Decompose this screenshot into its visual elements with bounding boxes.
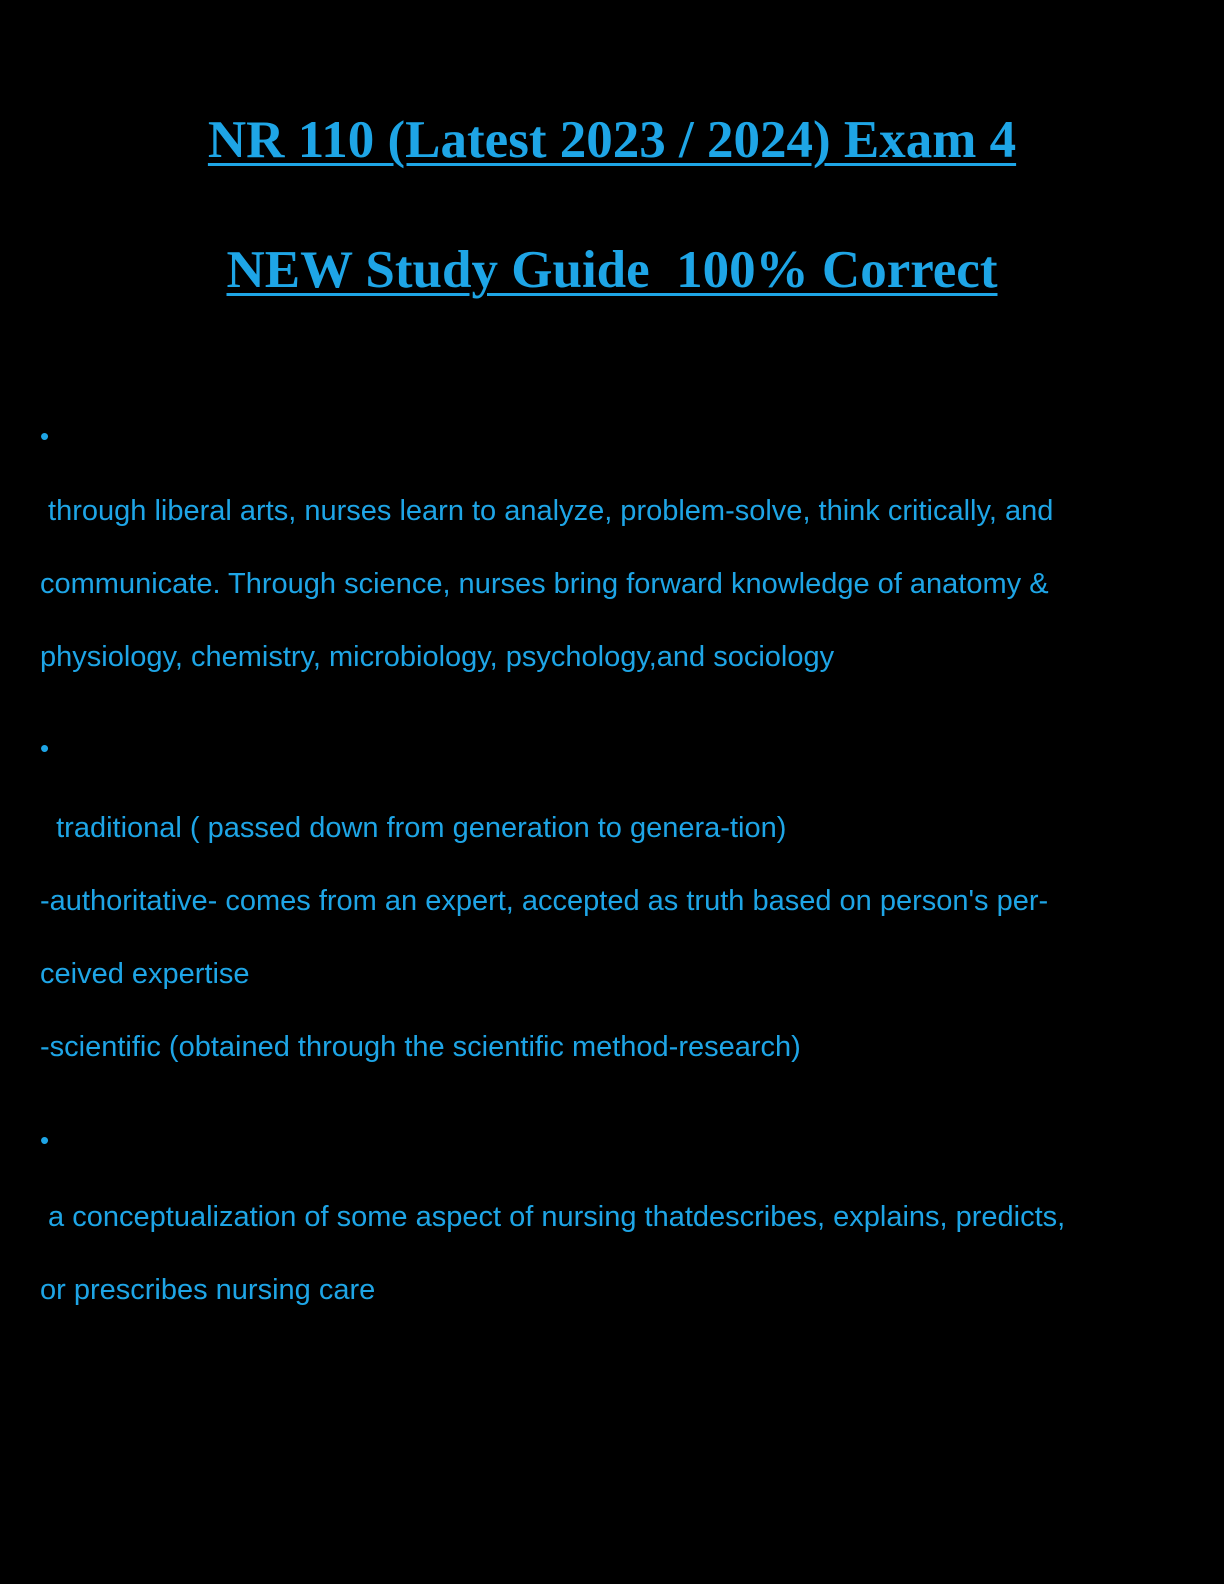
section-2-line-4: -scientific (obtained through the scientific method-research)	[40, 1031, 801, 1063]
section-2-line-1: traditional ( passed down from generation to genera-tion)	[40, 812, 787, 844]
bullet-icon: •	[40, 421, 50, 451]
section-2-line-2: -authoritative- comes from an expert, accepted as truth based on person's per-	[40, 885, 1049, 917]
bullet-icon: •	[40, 733, 50, 763]
bullet-icon: •	[40, 1125, 50, 1155]
section-1-line-3: physiology, chemistry, microbiology, psychology,and sociology	[40, 641, 835, 673]
section-1-line-1: through liberal arts, nurses learn to analyze, problem-solve, think critically, and	[40, 495, 1054, 527]
document-title-line-1: NR 110 (Latest 2023 / 2024) Exam 4	[207, 111, 1017, 169]
section-1-line-2: communicate. Through science, nurses bring forward knowledge of anatomy &	[40, 568, 1049, 600]
section-3-line-2: or prescribes nursing care	[40, 1274, 376, 1306]
section-2-line-3: ceived expertise	[40, 958, 250, 990]
section-3-line-1: a conceptualization of some aspect of nursing thatdescribes, explains, predicts,	[40, 1201, 1066, 1233]
document-title-line-2: NEW Study Guide 100% Correct	[226, 241, 998, 299]
